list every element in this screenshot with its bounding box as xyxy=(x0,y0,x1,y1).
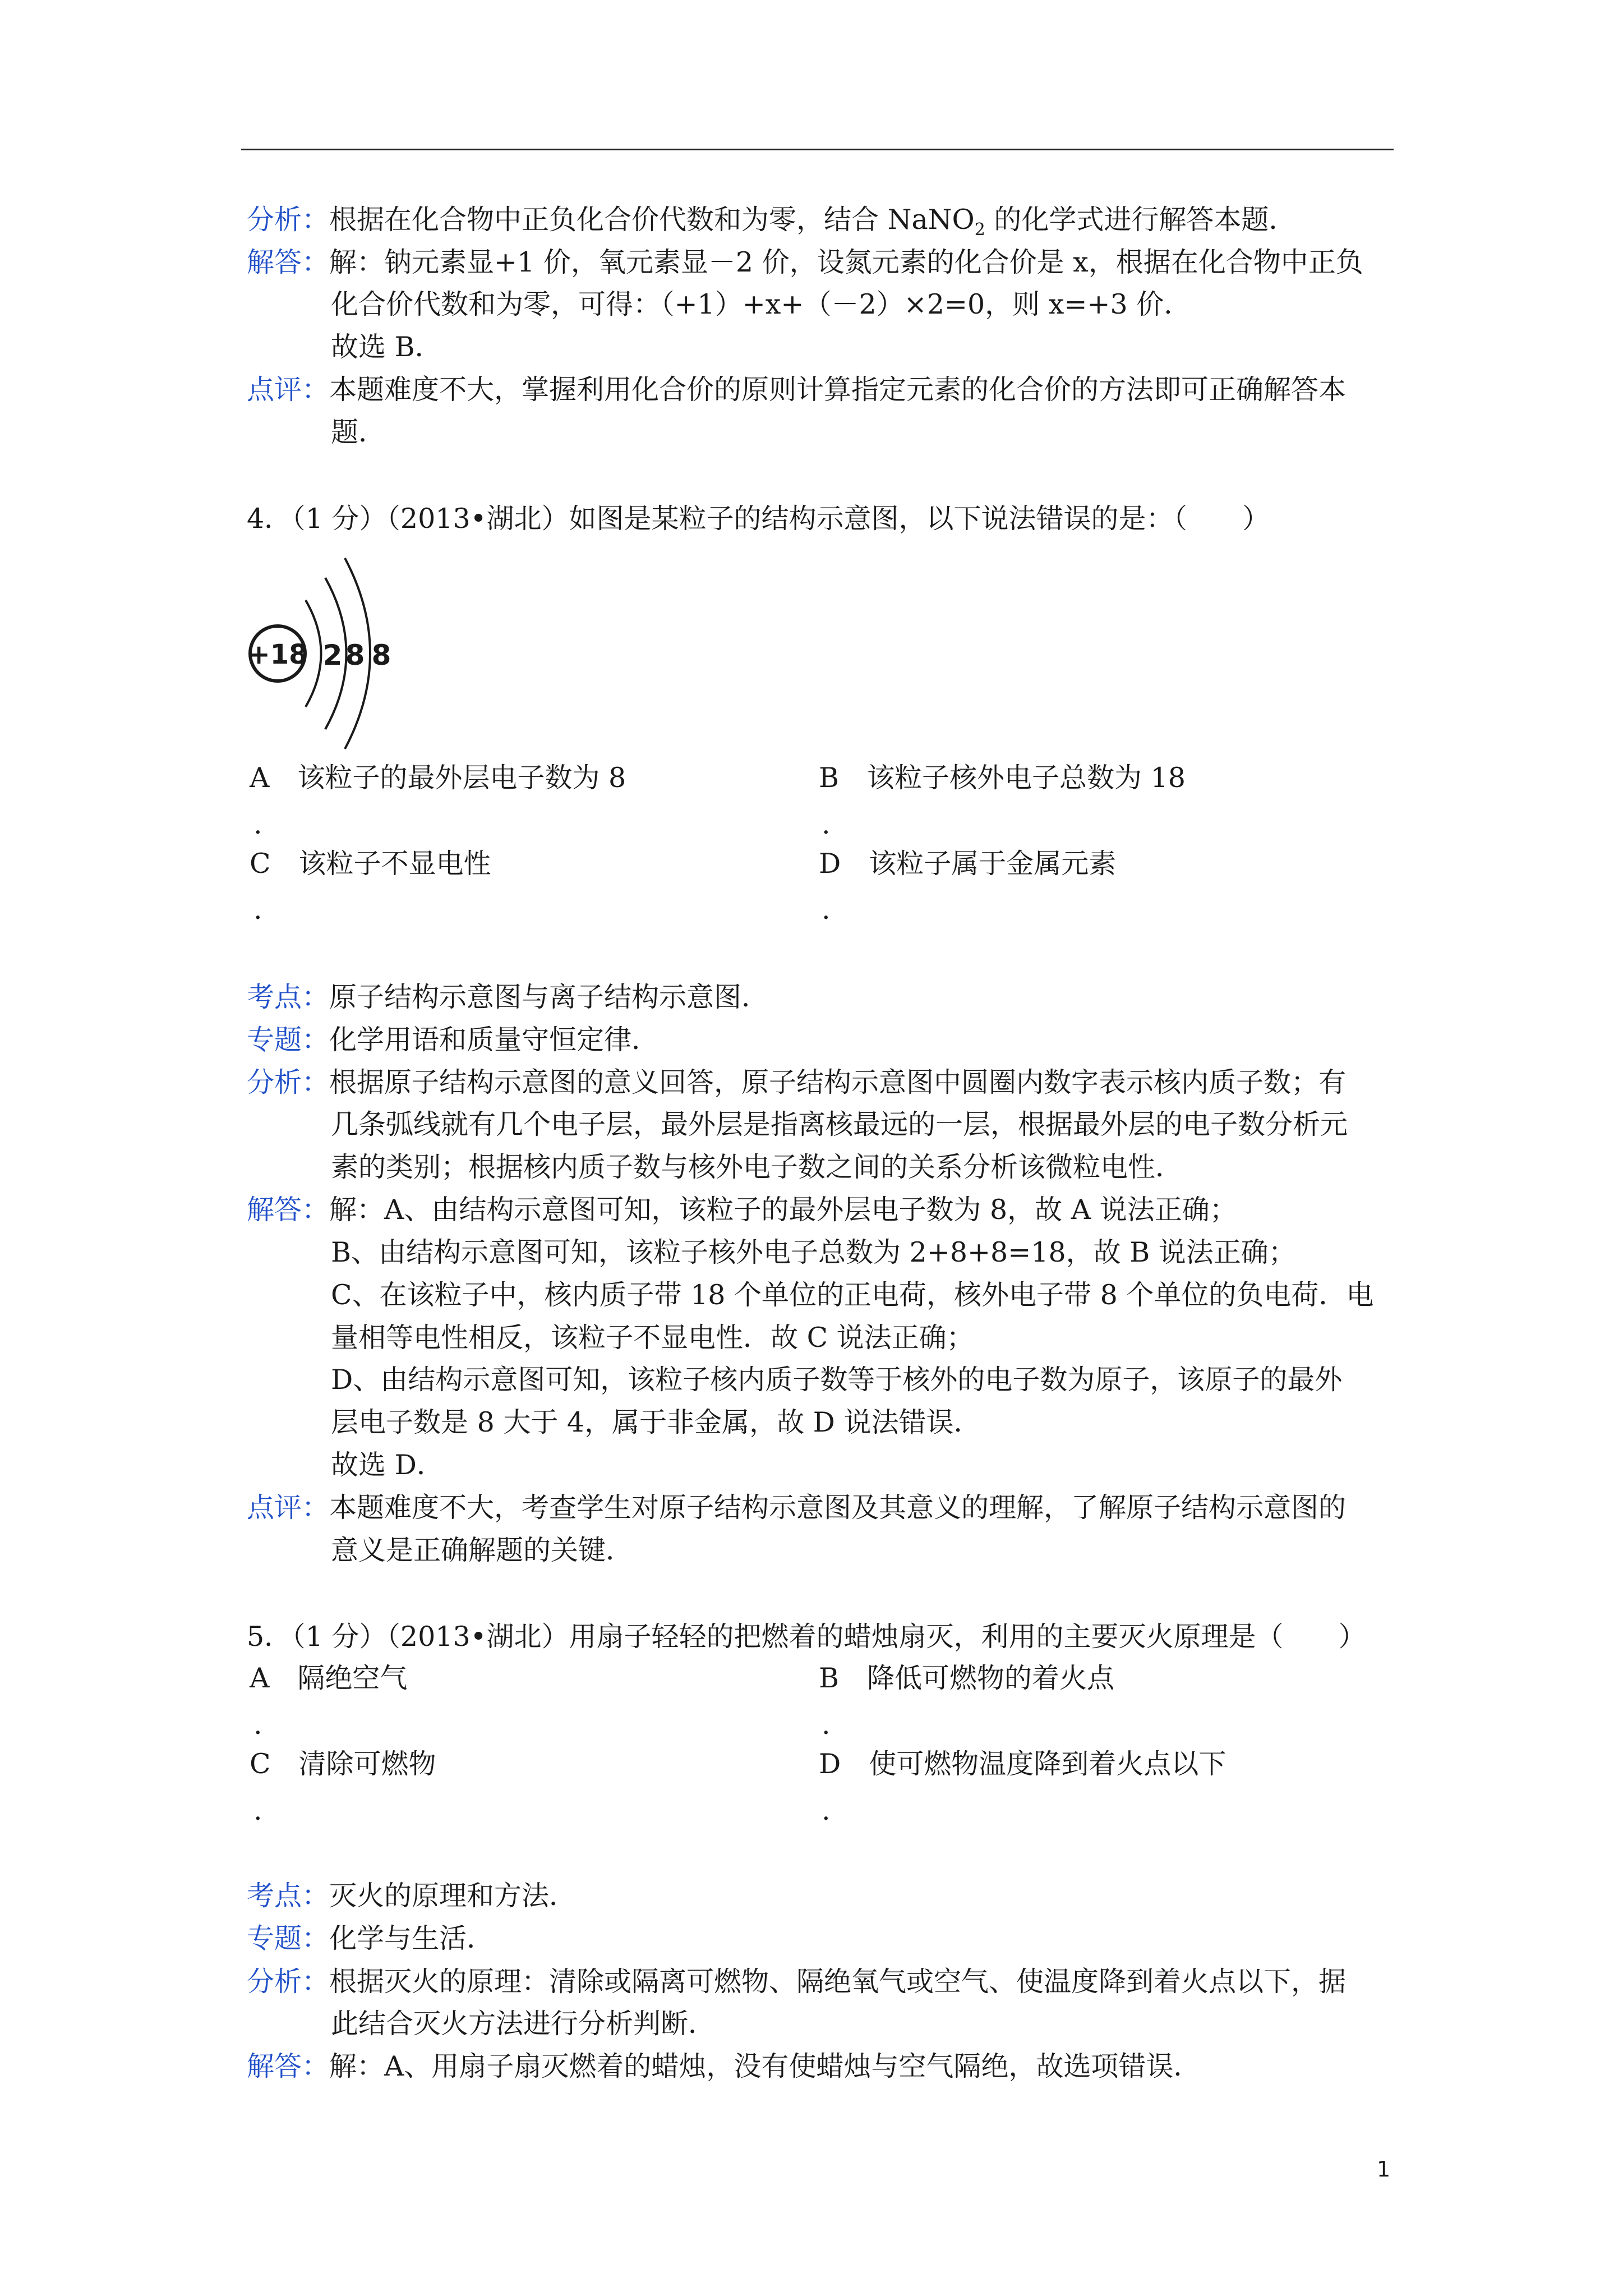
point-label: 考点： xyxy=(247,981,330,1013)
shell-electron-count: 8 xyxy=(371,639,391,671)
comment-label: 点评： xyxy=(247,1492,330,1524)
q4-solution-line: D、由结构示意图可知，该粒子核内质子数等于核外的电子数为原子，该原子的最外 xyxy=(331,1364,1343,1396)
analysis-label: 分析： xyxy=(247,1966,330,1998)
solution-label: 解答： xyxy=(247,1194,330,1226)
nucleus-charge: +18 xyxy=(247,639,308,670)
option-b[interactable]: B 该粒子核外电子总数为 18 xyxy=(819,762,1186,794)
q5-topic: 专题：化学与生活． xyxy=(247,1922,495,1954)
header-rule xyxy=(241,149,1394,150)
q4-solution-line: 层电子数是 8 大于 4，属于非金属，故 D 说法错误． xyxy=(331,1406,981,1438)
option-dot: . xyxy=(822,1795,831,1826)
solution-label: 解答： xyxy=(247,246,330,278)
analysis-label: 分析： xyxy=(247,204,330,236)
atom-structure-diagram xyxy=(247,553,398,754)
option-d[interactable]: D 使可燃物温度降到着火点以下 xyxy=(819,1748,1227,1780)
shell-electron-count: 2 xyxy=(322,639,343,671)
option-dot: . xyxy=(253,1709,262,1741)
option-dot: . xyxy=(822,1709,831,1741)
q5-solution-line: 解答：解：A、用扇子扇灭燃着的蜡烛，没有使蜡烛与空气隔绝，故选项错误． xyxy=(247,2050,1201,2082)
option-dot: . xyxy=(253,894,262,926)
q4-stem: 4．（1 分）（2013•湖北）如图是某粒子的结构示意图，以下说法错误的是：（ ） xyxy=(247,503,1270,535)
q4-topic: 专题：化学用语和质量守恒定律． xyxy=(247,1024,660,1056)
page-number: 1 xyxy=(1377,2157,1391,2182)
q5-analysis-line: 分析：根据灭火的原理：清除或隔离可燃物、隔绝氧气或空气、使温度降到着火点以下，据 xyxy=(247,1966,1347,1998)
q4-solution-line: C、在该粒子中，核内质子带 18 个单位的正电荷，核外电子带 8 个单位的负电荷．电 xyxy=(331,1279,1374,1311)
shell-electron-count: 8 xyxy=(345,639,365,671)
option-a[interactable]: A 该粒子的最外层电子数为 8 xyxy=(250,762,626,794)
q4-solution-line: 故选 D． xyxy=(331,1449,444,1481)
electron-shell-arc xyxy=(306,600,321,707)
q4-point: 考点：原子结构示意图与离子结构示意图． xyxy=(247,981,769,1013)
q5-analysis-line: 此结合灭火方法进行分析判断． xyxy=(331,2008,716,2040)
q5-point: 考点：灭火的原理和方法． xyxy=(247,1880,577,1912)
q4-solution-line: B、由结构示意图可知，该粒子核外电子总数为 2+8+8=18，故 B 说法正确； xyxy=(331,1236,1296,1268)
topic-label: 专题： xyxy=(247,1922,330,1954)
option-c[interactable]: C 清除可燃物 xyxy=(250,1748,436,1780)
option-dot: . xyxy=(253,1795,262,1826)
q4-analysis-line: 几条弧线就有几个电子层，最外层是指离核最远的一层，根据最外层的电子数分析元 xyxy=(331,1108,1348,1140)
analysis-label: 分析： xyxy=(247,1066,330,1098)
q3-solution-line: 化合价代数和为零，可得：（+1）+x+（－2）×2=0，则 x=+3 价． xyxy=(331,288,1192,320)
option-c[interactable]: C 该粒子不显电性 xyxy=(250,848,491,880)
comment-label: 点评： xyxy=(247,374,330,406)
q3-comment-line: 题． xyxy=(331,416,386,448)
q4-solution-line: 解答：解：A、由结构示意图可知，该粒子的最外层电子数为 8，故 A 说法正确； xyxy=(247,1194,1237,1226)
option-dot: . xyxy=(822,894,831,926)
q3-analysis: 分析：根据在化合物中正负化合价代数和为零，结合 NaNO$_2$ 的化学式进行解答本题． xyxy=(247,204,1297,240)
q4-solution-line: 量相等电性相反，该粒子不显电性．故 C 说法正确； xyxy=(331,1322,974,1354)
q3-solution-line: 故选 B． xyxy=(331,331,442,363)
q4-comment-line: 点评：本题难度不大，考查学生对原子结构示意图及其意义的理解，了解原子结构示意图的 xyxy=(247,1492,1347,1524)
q3-solution-line: 解答：解：钠元素显+1 价，氧元素显－2 价，设氮元素的化合价是 x，根据在化合物中正负 xyxy=(247,246,1363,278)
option-dot: . xyxy=(253,808,262,840)
solution-label: 解答： xyxy=(247,2050,330,2082)
point-label: 考点： xyxy=(247,1880,330,1912)
option-b[interactable]: B 降低可燃物的着火点 xyxy=(819,1662,1115,1694)
q5-stem: 5．（1 分）（2013•湖北）用扇子轻轻的把燃着的蜡烛扇灭，利用的主要灭火原理是（ ） xyxy=(247,1621,1366,1653)
q4-comment-line: 意义是正确解题的关键． xyxy=(331,1534,634,1566)
q4-analysis-line: 分析：根据原子结构示意图的意义回答，原子结构示意图中圆圈内数字表示核内质子数；有 xyxy=(247,1066,1347,1098)
q4-analysis-line: 素的类别；根据核内质子数与核外电子数之间的关系分析该微粒电性． xyxy=(331,1151,1183,1183)
q3-comment-line: 点评：本题难度不大，掌握利用化合价的原则计算指定元素的化合价的方法即可正确解答本 xyxy=(247,374,1347,406)
option-a[interactable]: A 隔绝空气 xyxy=(250,1662,408,1694)
option-dot: . xyxy=(822,808,831,840)
option-d[interactable]: D 该粒子属于金属元素 xyxy=(819,848,1117,880)
topic-label: 专题： xyxy=(247,1024,330,1056)
